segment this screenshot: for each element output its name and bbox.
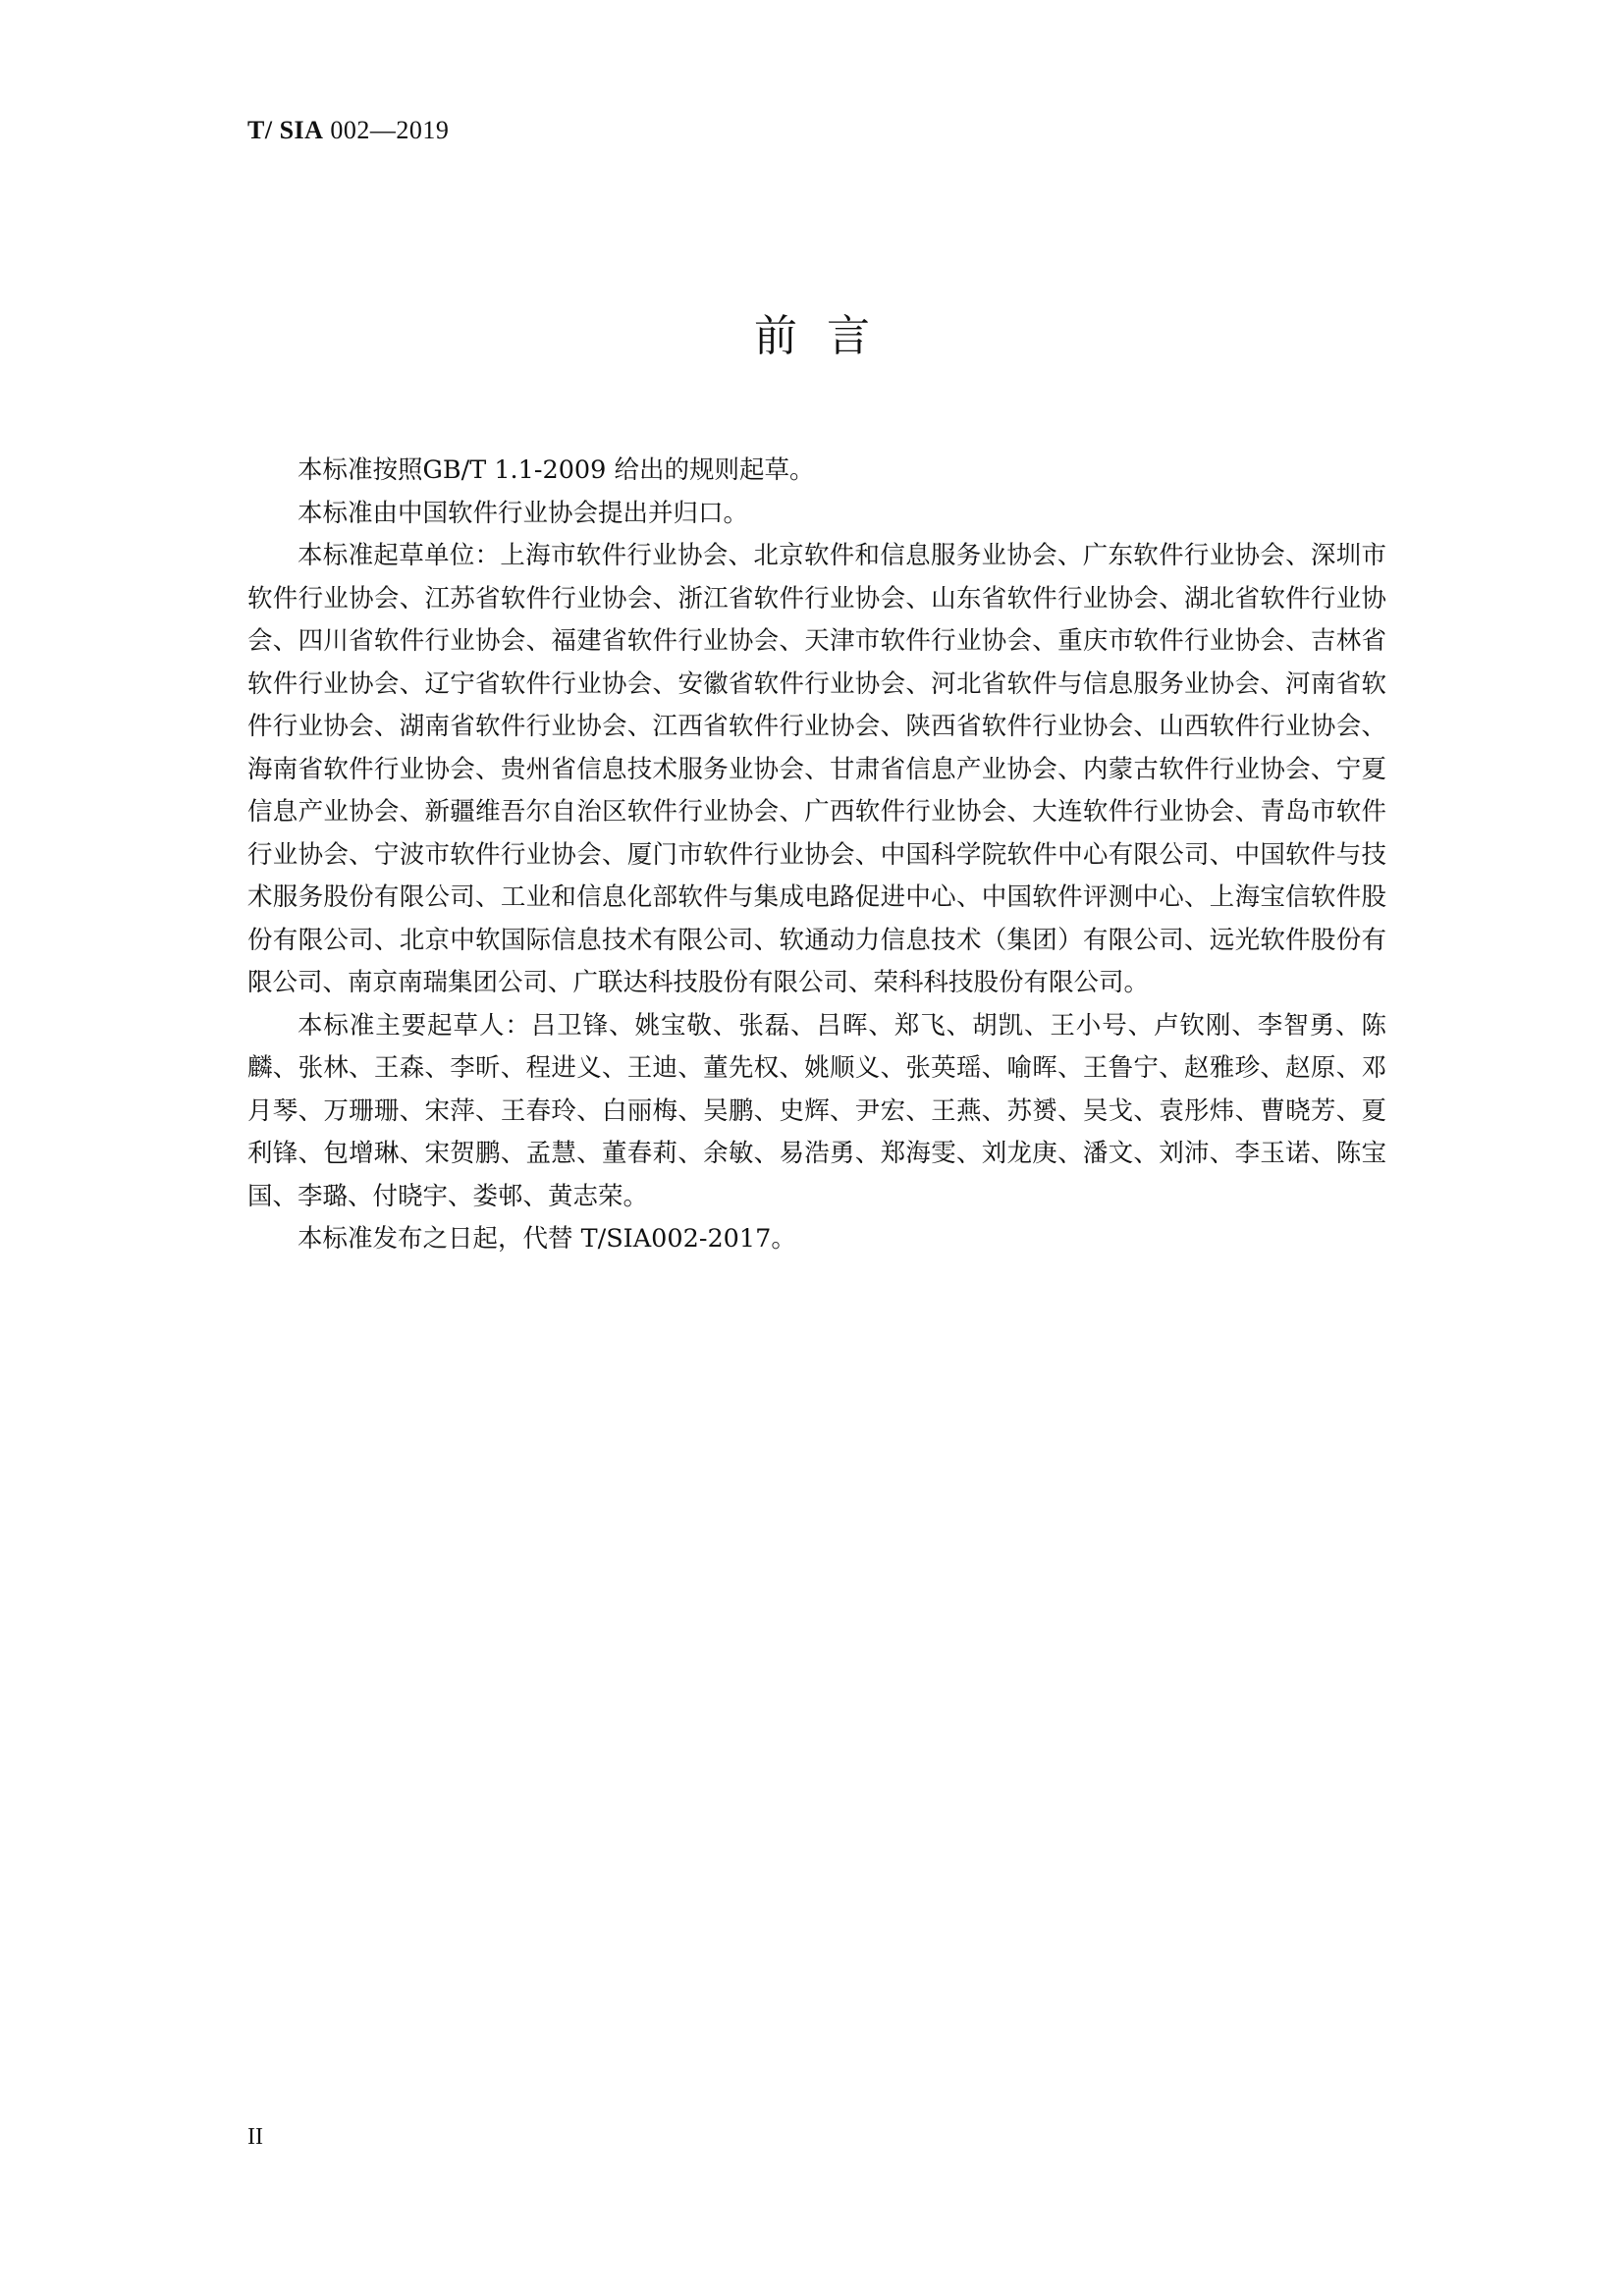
paragraph-replacement: 本标准发布之日起，代替 T/SIA002-2017。 — [298, 1224, 796, 1254]
standard-number: 002—2019 — [323, 116, 450, 144]
paragraph-drafting-units: 本标准起草单位：上海市软件行业协会、北京软件和信息服务业协会、广东软件行业协会、深圳市软件行业协会、江苏省软件行业协会、浙江省软件行业协会、山东省软件行业协会、湖北省软件行业协会、四川省软件行业协会、福建省软件行业协会、天津市软件行业协会、重庆市软件行业协会、吉林省软件行业协会、辽宁省软件行业协会、安徽省软件行业协会、河北省软件与信息服务业协会、河南省软件行业协会、湖南省软件行业协会、江西省软件行业协会、陕西省软件行业协会、山西软件行业协会、海南省软件行业协会、贵州省信息技术服务业协会、甘肃省信息产业协会、内蒙古软件行业协会、宁夏信息产业协会、新疆维吾尔自治区软件行业协会、广西软件行业协会、大连软件行业协会、青岛市软件行业协会、宁波市软件行业协会、厦门市软件行业协会、中国科学院软件中心有限公司、中国软件与技术服务股份有限公司、工业和信息化部软件与集成电路促进中心、中国软件评测中心、上海宝信软件股份有限公司、北京中软国际信息技术有限公司、软通动力信息技术（集团）有限公司、远光软件股份有限公司、南京南瑞集团公司、广联达科技股份有限公司、荣科科技股份有限公司。 — [247, 541, 1386, 997]
standard-code — [247, 116, 449, 145]
standard-prefix: T/ SIA — [247, 116, 324, 144]
page-number: II — [247, 2124, 263, 2150]
paragraph-drafters: 本标准主要起草人：吕卫锋、姚宝敬、张磊、吕晖、郑飞、胡凯、王小号、卢钦刚、李智勇、陈麟、张林、王森、李昕、程进义、王迪、董先权、姚顺义、张英瑶、喻晖、王鲁宁、赵雅珍、赵原、邓月琴、万珊珊、宋萍、王春玲、白丽梅、吴鹏、史辉、尹宏、王燕、苏赟、吴戈、袁彤炜、曹晓芳、夏利锋、包增琳、宋贺鹏、孟慧、董春莉、余敏、易浩勇、郑海雯、刘龙庚、潘文、刘沛、李玉诺、陈宝国、李璐、付晓宇、娄邨、黄志荣。 — [247, 1010, 1386, 1211]
page-title: 前言 — [754, 311, 899, 361]
paragraph-proposer: 本标准由中国软件行业协会提出并归口。 — [298, 498, 749, 528]
foreword-body — [247, 450, 1386, 1261]
paragraph-drafting-rules: 本标准按照GB/T 1.1-2009 给出的规则起草。 — [298, 455, 815, 485]
